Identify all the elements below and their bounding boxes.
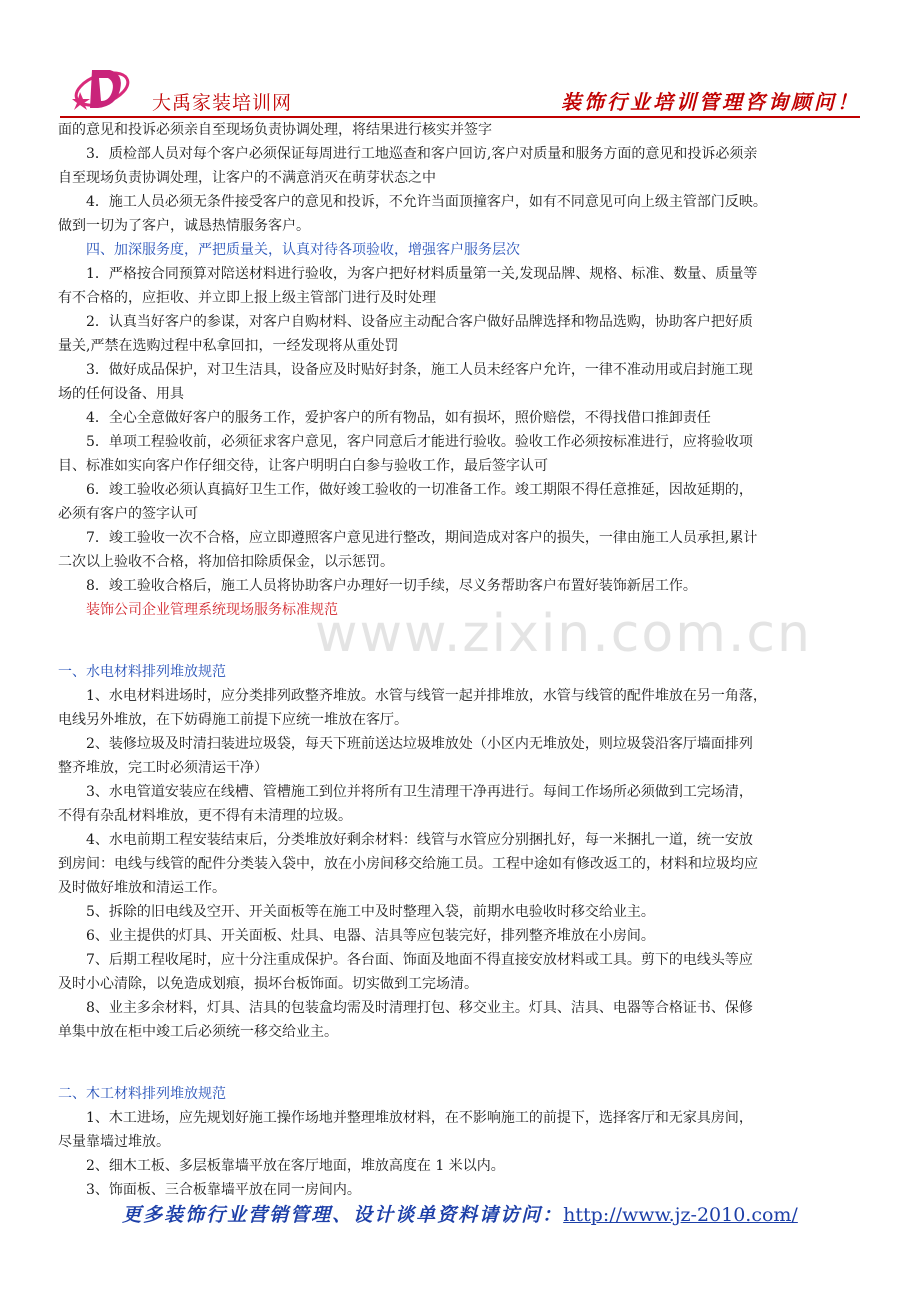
- logo-icon: [72, 62, 132, 114]
- site-name: 大禹家装培训网: [152, 92, 293, 114]
- paragraph-line: 自至现场负责协调处理，让客户的不满意消灭在萌芽状态之中: [58, 170, 436, 186]
- paragraph-line: 必须有客户的签字认可: [58, 506, 198, 522]
- spacer: [58, 1044, 864, 1072]
- paragraph-line: 1、水电材料进场时，应分类排列政整齐堆放。水管与线管一起并排堆放，水管与线管的配件堆放在另一角落，: [86, 688, 767, 704]
- paragraph-line: 3．做好成品保护，对卫生洁具，设备应及时贴好封条，施工人员未经客户允许，一律不准动用或启封施工现: [86, 362, 753, 378]
- paragraph-line: 1．严格按合同预算对陪送材料进行验收，为客户把好材料质量第一关,发现品牌、规格、标准、数量、质量等: [86, 266, 758, 282]
- paragraph-line: 4．施工人员必须无条件接受客户的意见和投诉，不允许当面顶撞客户，如有不同意见可向上级主管部门反映。: [86, 194, 767, 210]
- paragraph-line: 及时做好堆放和清运工作。: [58, 880, 226, 896]
- paragraph-line: 4．全心全意做好客户的服务工作，爱护客户的所有物品，如有损坏，照价赔偿，不得找借口推卸责任: [86, 410, 711, 426]
- paragraph-line: 电线另外堆放，在下妨碍施工前提下应统一堆放在客厅。: [58, 712, 408, 728]
- paragraph-line: 3、饰面板、三合板靠墙平放在同一房间内。: [86, 1182, 361, 1198]
- header-slogan: 装饰行业培训管理咨询顾问！: [561, 90, 860, 114]
- paragraph-line: 5、拆除的旧电线及空开、开关面板等在施工中及时整理入袋，前期水电验收时移交给业主。: [86, 904, 655, 920]
- footer-text: 更多装饰行业营销管理、设计谈单资料请访问：: [122, 1204, 564, 1226]
- paragraph-line: 1、木工进场，应先规划好施工操作场地并整理堆放材料，在不影响施工的前提下，选择客厅和无家具房间，: [86, 1110, 753, 1126]
- paragraph-line: 2．认真当好客户的参谋，对客户自购材料、设备应主动配合客户做好品牌选择和物品选购，协助客户把好质: [86, 314, 753, 330]
- section-heading: 四、加深服务度，严把质量关，认真对待各项验收，增强客户服务层次: [86, 242, 520, 258]
- paragraph-line: 8、业主多余材料，灯具、洁具的包装盒均需及时清理打包、移交业主。灯具、洁具、电器等合格证书、保修: [86, 1000, 753, 1016]
- paragraph-line: 7、后期工程收尾时，应十分注重成保护。各台面、饰面及地面不得直接安放材料或工具。剪下的电线头等应: [86, 952, 753, 968]
- section-heading: 一、水电材料排列堆放规范: [58, 664, 226, 680]
- paragraph-line: 尽量靠墙过堆放。: [58, 1134, 170, 1150]
- paragraph-line: 整齐堆放，完工时必须清运干净）: [58, 760, 268, 776]
- paragraph-line: 6．竣工验收必须认真搞好卫生工作，做好竣工验收的一切准备工作。竣工期限不得任意推延，因故延期的，: [86, 482, 753, 498]
- paragraph-line: 8．竣工验收合格后，施工人员将协助客户办理好一切手续，尽义务帮助客户布置好装饰新居工作。: [86, 578, 697, 594]
- watermark: www.zixin.com.cn: [315, 604, 812, 664]
- document-body: [58, 118, 864, 1202]
- paragraph-line: 面的意见和投诉必须亲自至现场负责协调处理，将结果进行核实并签字: [58, 122, 492, 138]
- paragraph-line: 场的任何设备、用具: [58, 386, 184, 402]
- paragraph-line: 做到一切为了客户，诚恳热情服务客户。: [58, 218, 310, 234]
- footer-link[interactable]: http://www.jz-2010.com/: [563, 1204, 798, 1226]
- paragraph-line: 有不合格的，应拒收、并立即上报上级主管部门进行及时处理: [58, 290, 436, 306]
- page-footer: [0, 1200, 920, 1227]
- paragraph-line: 目、标准如实向客户作仔细交待，让客户明明白白参与验收工作，最后签字认可: [58, 458, 548, 474]
- paragraph-line: 单集中放在柜中竣工后必须统一移交给业主。: [58, 1024, 338, 1040]
- paragraph-line: 6、业主提供的灯具、开关面板、灶具、电器、洁具等应包装完好，排列整齐堆放在小房间。: [86, 928, 655, 944]
- paragraph-line: 4、水电前期工程安装结束后，分类堆放好剩余材料：线管与水管应分别捆扎好，每一米捆扎一道，统一安放: [86, 832, 753, 848]
- document-title: 装饰公司企业管理系统现场服务标准规范: [86, 602, 338, 618]
- paragraph-line: 量关,严禁在选购过程中私拿回扣，一经发现将从重处罚: [58, 338, 399, 354]
- paragraph-line: 3．质检部人员对每个客户必须保证每周进行工地巡查和客户回访,客户对质量和服务方面的意见和投诉必须亲: [86, 146, 758, 162]
- section-heading: 二、木工材料排列堆放规范: [58, 1086, 226, 1102]
- paragraph-line: 5．单项工程验收前，必须征求客户意见，客户同意后才能进行验收。验收工作必须按标准进行，应将验收项: [86, 434, 753, 450]
- paragraph-line: 7．竣工验收一次不合格，应立即遵照客户意见进行整改，期间造成对客户的损失，一律由施工人员承担,累计: [86, 530, 758, 546]
- paragraph-line: 2、装修垃圾及时清扫装进垃圾袋，每天下班前送达垃圾堆放处（小区内无堆放处，则垃圾袋沿客厅墙面排列: [86, 736, 753, 752]
- page-header: [60, 60, 860, 118]
- spacer: [58, 622, 864, 650]
- paragraph-line: 二次以上验收不合格，将加倍扣除质保金，以示惩罚。: [58, 554, 394, 570]
- paragraph-line: 到房间：电线与线管的配件分类装入袋中，放在小房间移交给施工员。工程中途如有修改返工的，材料和垃圾均应: [58, 856, 758, 872]
- paragraph-line: 2、细木工板、多层板靠墙平放在客厅地面，堆放高度在 1 米以内。: [86, 1158, 505, 1174]
- paragraph-line: 及时小心清除，以免造成划痕，损坏台板饰面。切实做到工完场清。: [58, 976, 478, 992]
- paragraph-line: 3、水电管道安装应在线槽、管槽施工到位并将所有卫生清理干净再进行。每间工作场所必须做到工完场清，: [86, 784, 753, 800]
- paragraph-line: 不得有杂乱材料堆放，更不得有未清理的垃圾。: [58, 808, 352, 824]
